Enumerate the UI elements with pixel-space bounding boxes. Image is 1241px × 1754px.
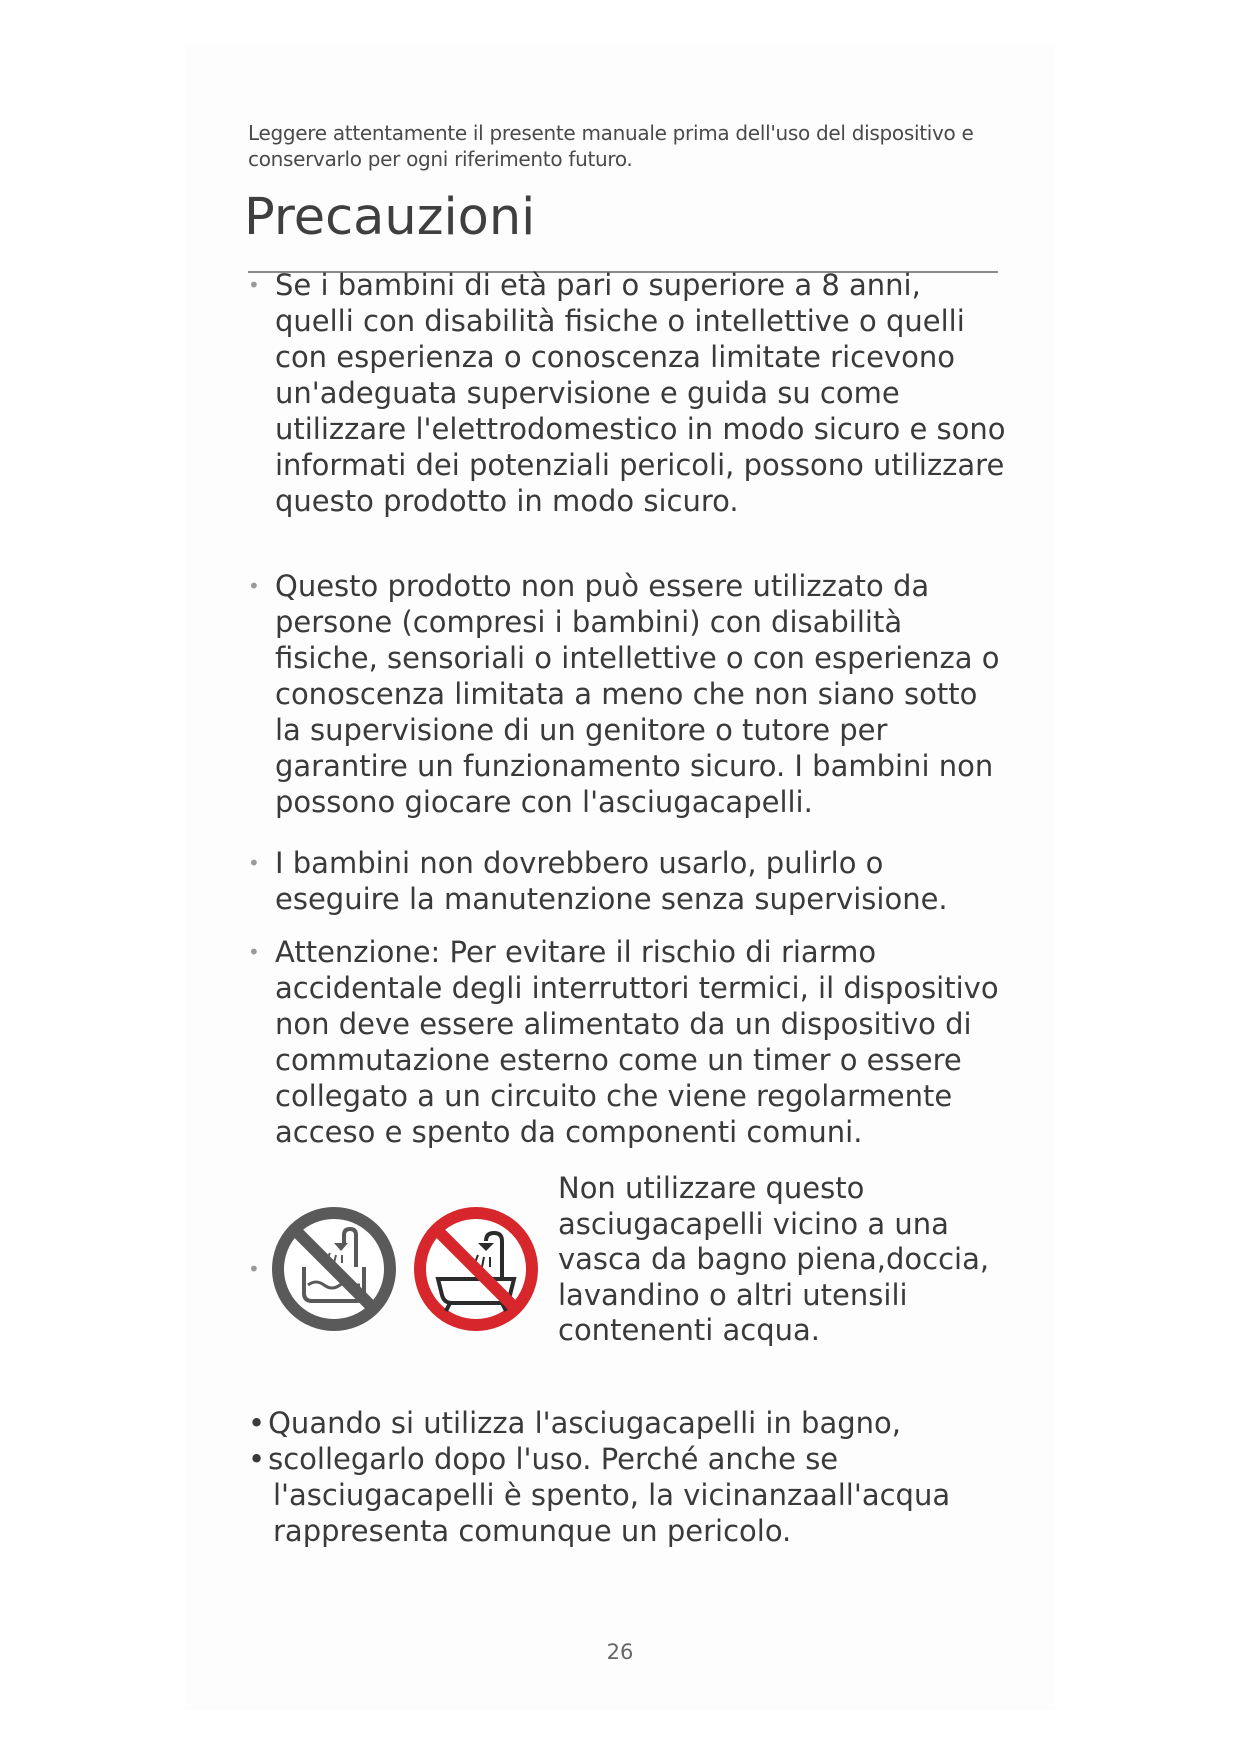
final-line-1: • Quando si utilizza l'asciugacapelli in bagno, xyxy=(248,1406,901,1440)
warning-text: Non utilizzare questo asciugacapelli vicino a una vasca da bagno piena,doccia, lavandino o altri utensili contenenti acqua. xyxy=(558,1171,990,1347)
bullet-marker: • xyxy=(248,1257,260,1281)
warning-icons xyxy=(248,1205,548,1340)
final-notice xyxy=(248,1405,1008,1549)
page-title: Precauzioni xyxy=(244,188,536,247)
precaution-text: Attenzione: Per evitare il rischio di riarmo accidentale degli interruttori termici, il dispositivo non deve essere alimentato da un dispositivo di commutazione esterno come un timer o essere collegato a un circuito che viene regolarmente acceso e spento da componenti comuni. xyxy=(275,935,999,1149)
bullet-marker: • xyxy=(248,273,260,297)
final-line-2: • scollegarlo dopo l'uso. Perché anche se xyxy=(248,1442,839,1476)
precaution-text: Se i bambini di età pari o superiore a 8 anni, quelli con disabilità fisiche o intellettive o quelli con esperienza o conoscenza limitate ricevono un'adeguata supervisione e guida su come utilizzare l'elettrodomestico in modo sicuro e sono informati dei potenziali pericoli, possono utilizzare questo prodotto in modo sicuro. xyxy=(275,268,1006,518)
page-number: 26 xyxy=(606,1640,634,1664)
bullet-marker: • xyxy=(248,940,260,964)
no-bathtub-red-icon xyxy=(412,1205,540,1333)
precaution-item xyxy=(248,845,1008,917)
intro-text: Leggere attentamente il presente manuale prima dell'uso del dispositivo e conservarlo per ogni riferimento futuro. xyxy=(248,121,974,171)
final-continuation: l'asciugacapelli è spento, la vicinanzaall'acqua rappresenta comunque un pericolo. xyxy=(273,1478,951,1548)
bullet-marker: • xyxy=(248,851,260,875)
precaution-item xyxy=(248,267,1008,519)
precaution-text: I bambini non dovrebbero usarlo, pulirlo o eseguire la manutenzione senza supervisione. xyxy=(275,846,948,916)
no-bathtub-grey-icon xyxy=(270,1205,398,1333)
precaution-item xyxy=(248,568,1008,820)
precaution-text: Questo prodotto non può essere utilizzato da persone (compresi i bambini) con disabilità fisiche, sensoriali o intellettive o con esperienza o conoscenza limitata a meno che non siano sotto la supervisione di un genitore o tutore per garantire un funzionamento sicuro. I bambini non possono giocare con l'asciugacapelli. xyxy=(275,569,1000,819)
bullet-marker: • xyxy=(248,574,260,598)
precaution-item xyxy=(248,934,1008,1150)
